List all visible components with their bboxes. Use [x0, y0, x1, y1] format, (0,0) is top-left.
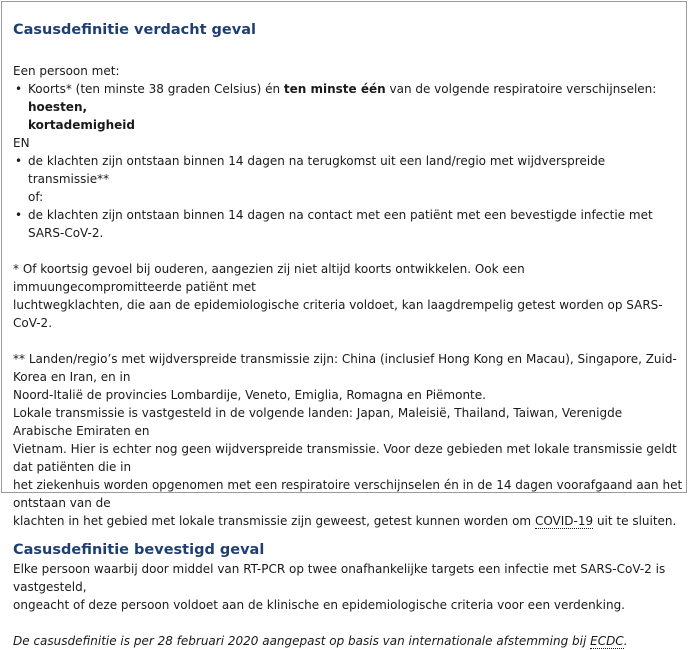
symptom-shortness-of-breath: kortademigheid	[28, 118, 135, 132]
note-line-end: uit te sluiten.	[593, 514, 677, 528]
spacer	[13, 530, 683, 540]
note-line: Lokale transmissie is vastgesteld in de volgende landen: Japan, Maleisië, Thailand, Taiwan, Verenigde Arabische Emiraten en	[13, 406, 623, 438]
ecdc-term-link[interactable]: ECDC	[590, 634, 624, 648]
criteria-list-2	[13, 152, 683, 188]
list-item	[13, 206, 683, 242]
note-line: luchtwegklachten, die aan de epidemiologische criteria voldoet, kan laagdrempelig getest worden op SARS-CoV-2.	[13, 298, 663, 330]
definition-line: Elke persoon waarbij door middel van RT-PCR op twee onafhankelijke targets een infectie met SARS-CoV-2 is vastgesteld,	[13, 562, 666, 594]
note-line: Vietnam. Hier is echter nog geen wijdverspreide transmissie. Voor deze gebieden met lokale transmissie geldt dat patiënten die in	[13, 442, 677, 474]
content	[13, 20, 683, 650]
spacer	[13, 242, 683, 260]
note-line: het ziekenhuis worden opgenomen met een respiratoire verschijnselen én in de 14 dagen voorafgaand aan het ontstaan van de	[13, 478, 683, 510]
fever-note	[13, 260, 683, 332]
footnote	[13, 632, 683, 650]
footnote-end: .	[623, 634, 628, 648]
criteria-text: de klachten zijn ontstaan binnen 14 dagen na terugkomst uit een land/regio met wijdverspreide transmissie**	[28, 154, 606, 186]
note-line: Noord-Italië de provincies Lombardije, Veneto, Emiglia, Romagna en Piëmonte.	[13, 388, 486, 402]
section-title-confirmed: Casusdefinitie bevestigd geval	[13, 542, 265, 558]
en-label: EN	[13, 136, 30, 150]
countries-note	[13, 350, 683, 530]
spacer	[13, 614, 683, 632]
symptom-cough: hoesten,	[28, 100, 88, 114]
confirmed-definition	[13, 560, 683, 614]
bullet-icon: •	[15, 208, 23, 222]
criteria-list-1	[13, 80, 683, 134]
note-line: * Of koortsig gevoel bij ouderen, aangezien zij niet altijd koorts ontwikkelen. Ook een immuungecompromitteerde patiënt met	[13, 262, 525, 294]
intro-text: Een persoon met:	[13, 64, 120, 78]
footnote-text: De casusdefinitie is per 28 februari 2020 aangepast op basis van internationale afstemming bij	[13, 634, 591, 648]
criteria-list-3	[13, 206, 683, 242]
spacer	[13, 40, 683, 62]
criteria-text: de klachten zijn ontstaan binnen 14 dagen na contact met een patiënt met een bevestigde infectie met SARS-CoV-2.	[28, 208, 653, 240]
definition-line: ongeacht of deze persoon voldoet aan de klinische en epidemiologische criteria voor een verdenking.	[13, 598, 625, 612]
list-item	[13, 152, 683, 188]
criteria-emphasis: ten minste één	[283, 82, 386, 96]
covid-19-term-link[interactable]: COVID-19	[534, 514, 594, 528]
bullet-icon: •	[15, 82, 23, 96]
section-title-suspected: Casusdefinitie verdacht geval	[13, 22, 256, 38]
of-label: of:	[28, 190, 44, 204]
note-line: ** Landen/regio’s met wijdverspreide transmissie zijn: China (inclusief Hong Kong en Macau), Singapore, Zuid-Korea en Iran, en in	[13, 352, 677, 384]
criteria-text: van de volgende respiratoire verschijnselen:	[385, 82, 657, 96]
spacer	[13, 332, 683, 350]
list-item	[13, 80, 683, 134]
case-definition-panel	[1, 1, 687, 648]
bullet-icon: •	[15, 154, 23, 168]
note-line: klachten in het gebied met lokale transmissie zijn geweest, getest kunnen worden om	[13, 514, 535, 528]
criteria-text: Koorts* (ten minste 38 graden Celsius) én	[28, 82, 284, 96]
